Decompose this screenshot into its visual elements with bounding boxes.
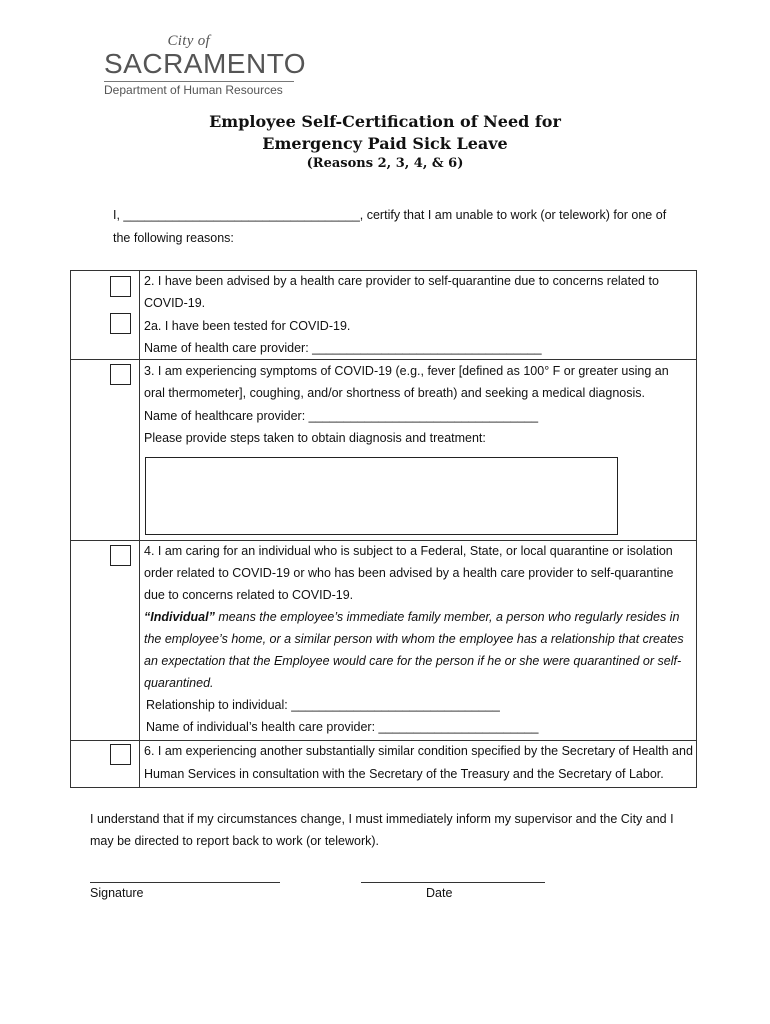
table-column-divider — [139, 270, 140, 788]
relationship-field[interactable]: Relationship to individual: ______________________________ — [146, 698, 500, 712]
reason-6-line2: Human Services in consultation with the Secretary of the Treasury and the Secretary of Labor. — [144, 767, 664, 781]
individual-definition-line2: the employee’s home, or a similar person with whom the employee has a relationship that creates — [144, 632, 684, 646]
individual-definition-line3: an expectation that the Employee would care for the person if he or she were quarantined or self- — [144, 654, 682, 668]
checkbox-reason-4[interactable] — [110, 545, 131, 566]
form-title-line2: Emergency Paid Sick Leave — [262, 134, 508, 153]
form-title-line1: Employee Self-Certification of Need for — [209, 112, 561, 131]
reason-4-line1: 4. I am caring for an individual who is subject to a Federal, State, or local quarantine or isolation — [144, 544, 673, 558]
logo-department: Department of Human Resources — [104, 83, 283, 97]
row-divider-4 — [70, 540, 697, 541]
reason-3-line1: 3. I am experiencing symptoms of COVID-19 (e.g., fever [defined as 100° F or greater using an — [144, 364, 669, 378]
reason-3-steps-label: Please provide steps taken to obtain diagnosis and treatment: — [144, 431, 486, 445]
reason-2a-line1: 2a. I have been tested for COVID-19. — [144, 319, 351, 333]
reason-2-line1: 2. I have been advised by a health care provider to self-quarantine due to concerns related to — [144, 274, 659, 288]
individual-provider-field[interactable]: Name of individual’s health care provider: _______________________ — [146, 720, 539, 734]
checkbox-reason-2a[interactable] — [110, 313, 131, 334]
closing-line1: I understand that if my circumstances change, I must immediately inform my supervisor and the City and I — [90, 812, 674, 826]
city-logo — [104, 33, 307, 99]
individual-definition-line1 — [144, 609, 679, 625]
checkbox-reason-3[interactable] — [110, 364, 131, 385]
logo-divider — [104, 81, 294, 82]
individual-definition-text: means the employee’s immediate family member, a person who regularly resides in — [214, 610, 680, 624]
individual-term: “Individual” — [144, 610, 215, 624]
signature-field[interactable] — [90, 882, 280, 883]
signature-label: Signature — [90, 886, 144, 900]
reason-2-line2: COVID-19. — [144, 296, 206, 310]
reason-6-line1: 6. I am experiencing another substantially similar condition specified by the Secretary of Health and — [144, 744, 693, 758]
row-divider-3 — [70, 359, 697, 360]
intro-line2: the following reasons: — [113, 231, 234, 245]
steps-taken-textarea[interactable] — [145, 457, 618, 535]
logo-city-of: City of — [167, 33, 210, 49]
reason-3-line2: oral thermometer], coughing, and/or shortness of breath) and seeking a medical diagnosis. — [144, 386, 645, 400]
checkbox-reason-2[interactable] — [110, 276, 131, 297]
reason-2a-provider-field[interactable]: Name of health care provider: _________________________________ — [144, 341, 542, 355]
reason-3-provider-field[interactable]: Name of healthcare provider: _________________________________ — [144, 409, 539, 423]
row-divider-6 — [70, 740, 697, 741]
checkbox-reason-6[interactable] — [110, 744, 131, 765]
date-label: Date — [426, 886, 453, 900]
individual-definition-line4: quarantined. — [144, 676, 214, 690]
closing-line2: may be directed to report back to work (or telework). — [90, 834, 380, 848]
form-subtitle: (Reasons 2, 3, 4, & 6) — [306, 156, 464, 171]
logo-name: SACRAMENTO — [104, 48, 307, 79]
intro-line1: I, __________________________________, certify that I am unable to work (or telework) for one of — [113, 208, 667, 222]
reason-4-line3: due to concerns related to COVID-19. — [144, 588, 354, 602]
date-field[interactable] — [361, 882, 545, 883]
reason-4-line2: order related to COVID-19 or who has been advised by a health care provider to self-quarantine — [144, 566, 674, 580]
